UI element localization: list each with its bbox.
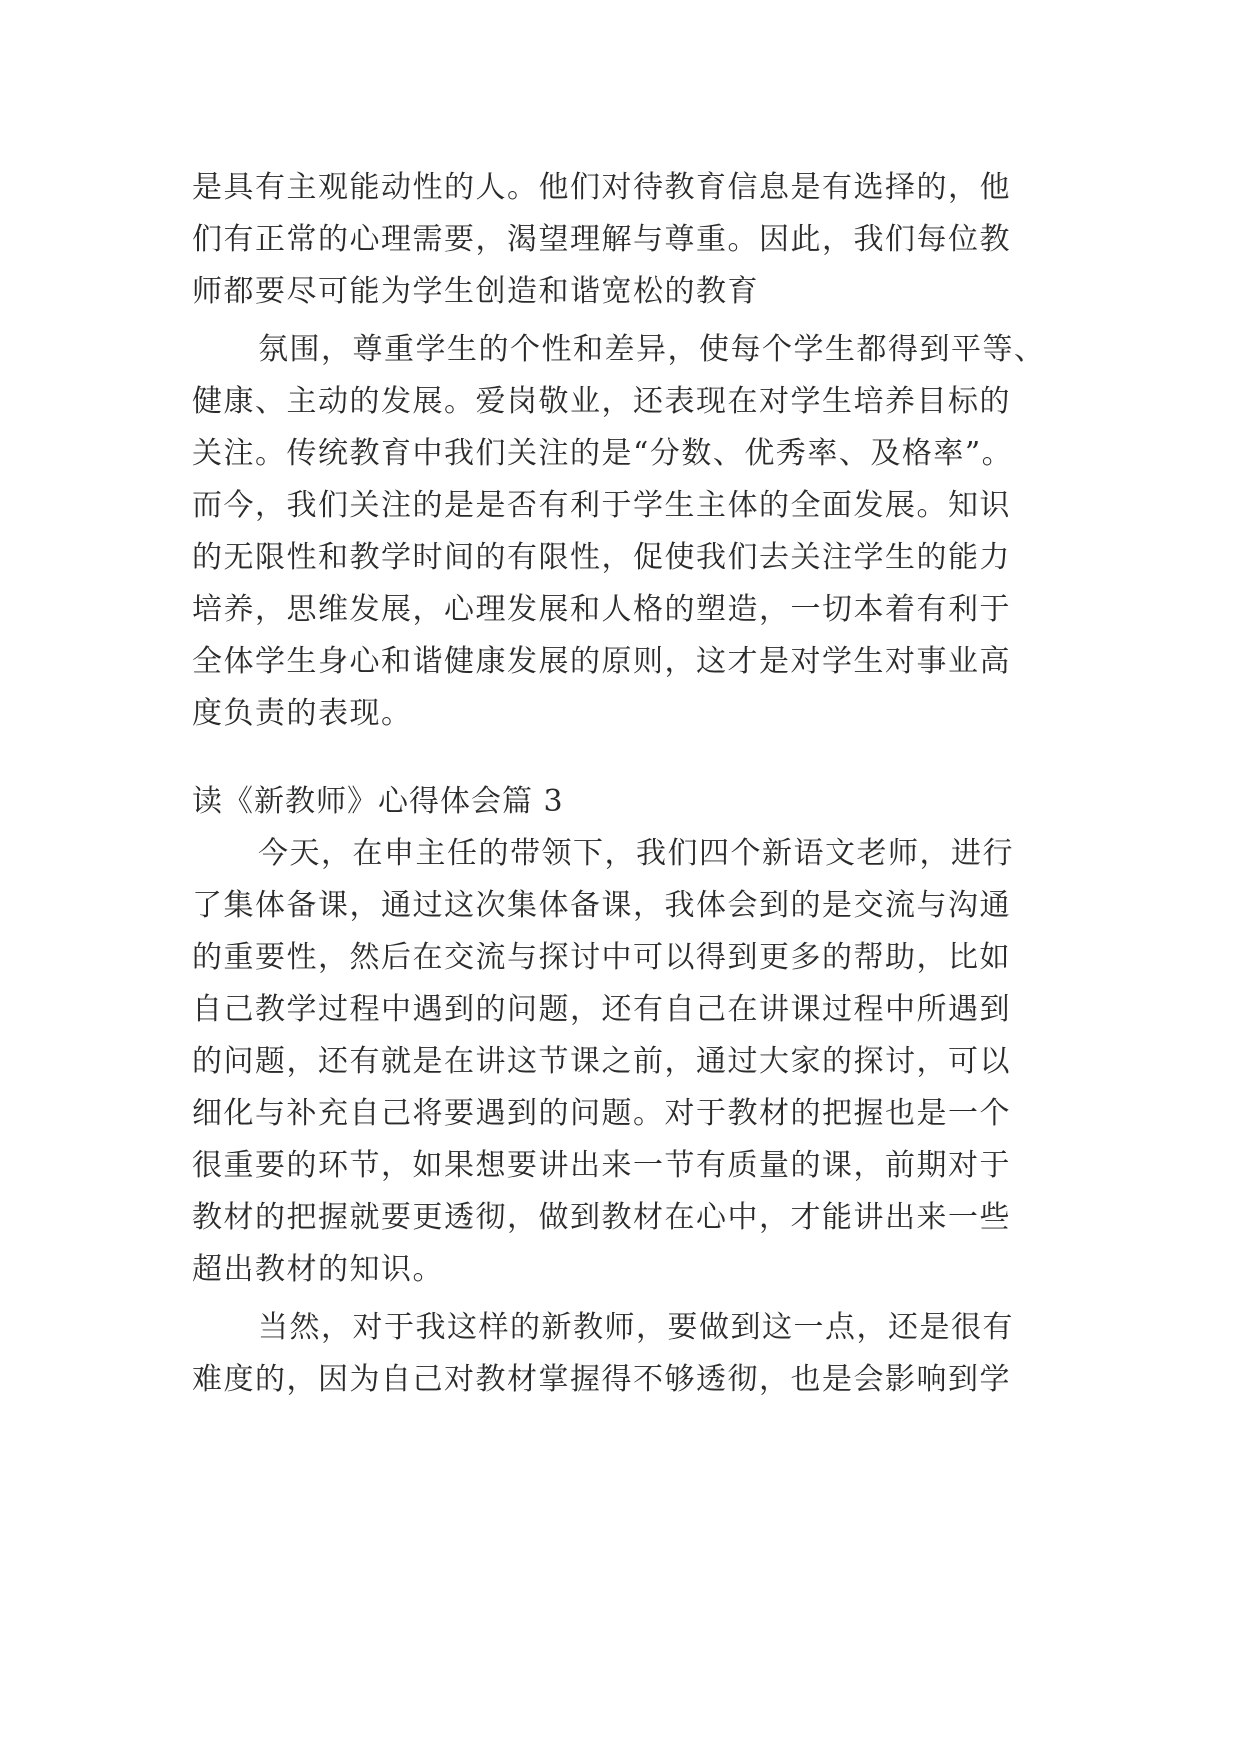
paragraph-1 (192, 162, 1052, 318)
document-page (192, 162, 1052, 1406)
paragraph-line: 自己教学过程中遇到的问题，还有自己在讲课过程中所遇到 (192, 992, 1011, 1027)
section-spacer (192, 740, 1052, 776)
paragraph-3 (192, 828, 1052, 1296)
section-heading: 读《新教师》心得体会篇 3 (192, 784, 564, 819)
paragraph-line: 而今，我们关注的是是否有利于学生主体的全面发展。知识 (192, 488, 1011, 523)
paragraph-line: 今天，在申主任的带领下，我们四个新语文老师，进行 (258, 836, 1014, 871)
paragraph-line: 健康、主动的发展。爱岗敬业，还表现在对学生培养目标的 (192, 384, 1011, 419)
paragraph-line: 培养，思维发展，心理发展和人格的塑造，一切本着有利于 (192, 592, 1011, 627)
paragraph-line: 们有正常的心理需要，渴望理解与尊重。因此，我们每位教 (192, 222, 1011, 257)
paragraph-4 (192, 1302, 1052, 1406)
paragraph-line: 的重要性，然后在交流与探讨中可以得到更多的帮助，比如 (192, 940, 1011, 975)
paragraph-2 (192, 324, 1052, 740)
paragraph-line: 师都要尽可能为学生创造和谐宽松的教育 (192, 274, 759, 309)
paragraph-line: 度负责的表现。 (192, 696, 413, 731)
paragraph-line: 的问题，还有就是在讲这节课之前，通过大家的探讨，可以 (192, 1044, 1011, 1079)
paragraph-line: 超出教材的知识。 (192, 1252, 444, 1287)
paragraph-line: 全体学生身心和谐健康发展的原则，这才是对学生对事业高 (192, 644, 1011, 679)
paragraph-line: 很重要的环节，如果想要讲出来一节有质量的课，前期对于 (192, 1148, 1011, 1183)
paragraph-line: 的无限性和教学时间的有限性，促使我们去关注学生的能力 (192, 540, 1011, 575)
paragraph-line: 当然，对于我这样的新教师，要做到这一点，还是很有 (258, 1310, 1014, 1345)
paragraph-line: 难度的，因为自己对教材掌握得不够透彻，也是会影响到学 (192, 1362, 1011, 1397)
paragraph-line: 了集体备课，通过这次集体备课，我体会到的是交流与沟通 (192, 888, 1011, 923)
paragraph-line: 教材的把握就要更透彻，做到教材在心中，才能讲出来一些 (192, 1200, 1011, 1235)
paragraph-line: 是具有主观能动性的人。他们对待教育信息是有选择的，他 (192, 170, 1011, 205)
paragraph-line: 氛围，尊重学生的个性和差异，使每个学生都得到平等、 (258, 332, 1046, 367)
paragraph-line: 细化与补充自己将要遇到的问题。对于教材的把握也是一个 (192, 1096, 1011, 1131)
paragraph-line: 关注。传统教育中我们关注的是“分数、优秀率、及格率”。 (192, 436, 1014, 471)
